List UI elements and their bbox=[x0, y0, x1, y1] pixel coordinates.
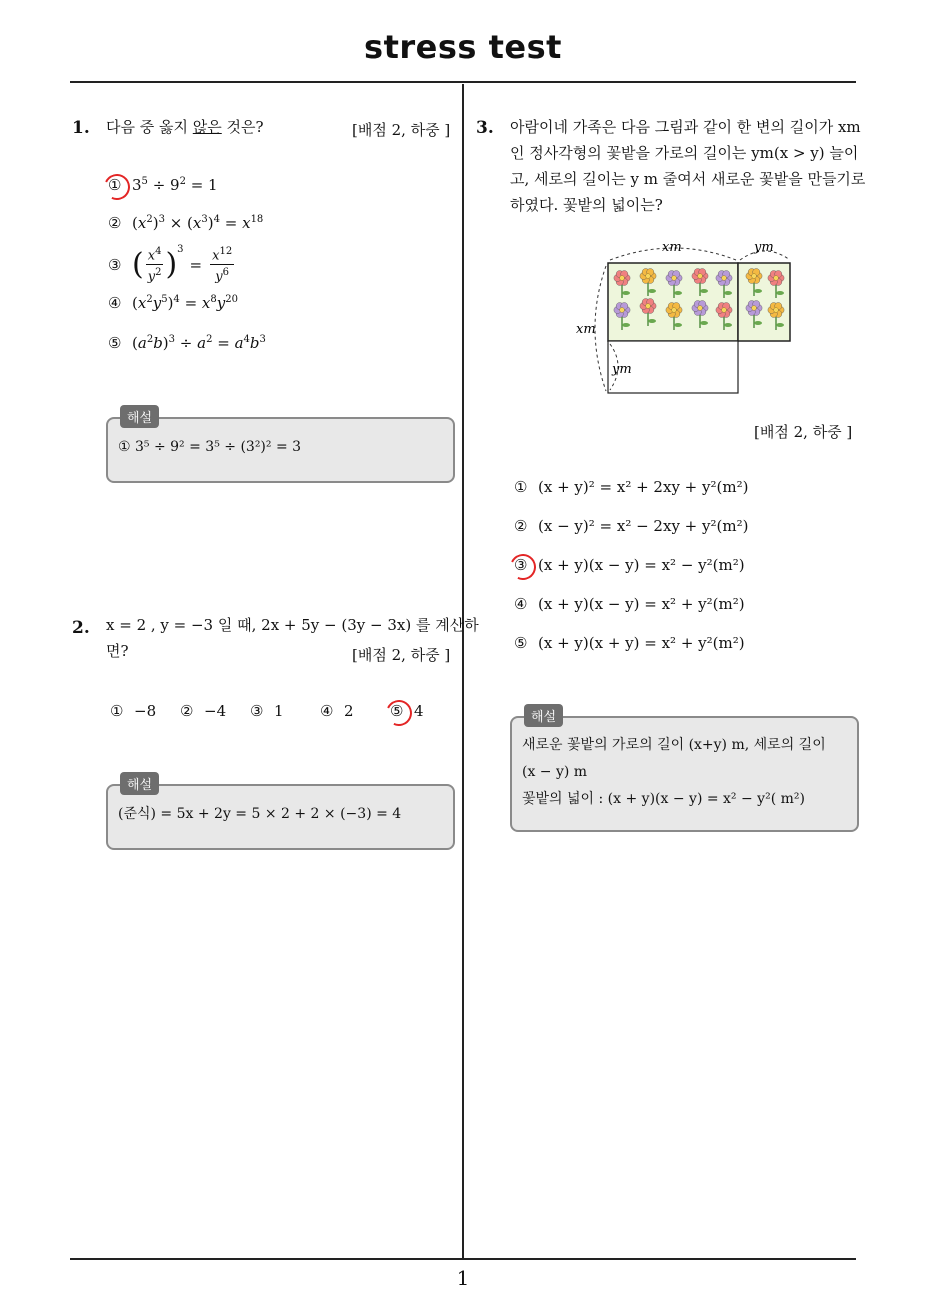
q2-number: 2. bbox=[72, 618, 90, 638]
q1-explanation-tag: 해설 bbox=[120, 405, 159, 428]
q3-explanation-tag: 해설 bbox=[524, 704, 563, 727]
q2-explanation-text: (준식) = 5x + 2y = 5 × 2 + 2 × (−3) = 4 bbox=[118, 806, 402, 822]
q2-score: [배점 2, 하중 ] bbox=[352, 646, 451, 664]
q2-stem-line-1: x = 2 , y = −3 일 때, 2x + 5y − (3y − 3x) 를 계산하 bbox=[106, 616, 479, 634]
q1-number: 1. bbox=[72, 118, 90, 138]
q1-score: [배점 2, 하중 ] bbox=[352, 121, 451, 139]
q2-choice-2[interactable]: ② −4 bbox=[180, 702, 227, 720]
q3-score: [배점 2, 하중 ] bbox=[754, 423, 853, 441]
q1-stem: 다음 중 옳지 않은 것은? bbox=[106, 118, 264, 136]
q3-stem-line-1: 아람이네 가족은 다음 그림과 같이 한 변의 길이가 xm bbox=[510, 118, 861, 136]
q3-explanation-line-1: 새로운 꽃밭의 가로의 길이 (x+y) m, 세로의 길이 bbox=[522, 737, 826, 753]
q1-choice-2[interactable]: ② $(x^2)^3 \times (x^3)^4 = x^{18}$ bbox=[108, 214, 264, 232]
q1-choice-4[interactable]: ④ $(x^2y^5)^4 = x^8y^{20}$ bbox=[108, 294, 238, 312]
footer-divider bbox=[70, 1258, 856, 1260]
page-title: stress test bbox=[364, 28, 562, 66]
q2-choice-3[interactable]: ③ 1 bbox=[250, 702, 284, 720]
q3-number: 3. bbox=[476, 118, 494, 138]
q2-stem-line-2: 면? bbox=[106, 642, 129, 660]
column-divider bbox=[462, 84, 464, 1258]
left-x-arc bbox=[595, 266, 606, 391]
q3-explanation-line-3: 꽃밭의 넓이 : (x + y)(x − y) = x² − y²( m²) bbox=[522, 791, 805, 807]
header-divider bbox=[70, 81, 856, 83]
q2-explanation-tag: 해설 bbox=[120, 772, 159, 795]
q1-explanation-text: ① 3⁵ ÷ 9² = 3⁵ ÷ (3²)² = 3 bbox=[118, 439, 302, 455]
label-left-y: ym bbox=[612, 362, 632, 377]
q3-choice-4[interactable]: ④ (x + y)(x − y) = x² + y²(m²) bbox=[514, 595, 745, 613]
q1-choice-5[interactable]: ⑤ $(a^2b)^3 \div a^2 = a^4b^3$ bbox=[108, 334, 266, 352]
q2-choice-5[interactable]: ⑤ 4 bbox=[390, 702, 424, 720]
q3-choice-2[interactable]: ② (x − y)² = x² − 2xy + y²(m²) bbox=[514, 517, 749, 535]
q3-choice-5[interactable]: ⑤ (x + y)(x + y) = x² + y²(m²) bbox=[514, 634, 745, 652]
q3-choice-1[interactable]: ① (x + y)² = x² + 2xy + y²(m²) bbox=[514, 478, 749, 496]
flower-garden-figure bbox=[570, 236, 800, 398]
page-number: 1 bbox=[456, 1266, 470, 1290]
label-left-x: xm bbox=[576, 322, 596, 337]
q1-choice-3[interactable]: ③ ( $\frac{x^4}{y^2}$ ) $^3$ = $\frac{x^{12}}{y^6}$ bbox=[108, 244, 233, 285]
q3-stem-line-3: 고, 세로의 길이는 y m 줄여서 새로운 꽃밭을 만들기로 bbox=[510, 170, 866, 188]
q1-choice-1[interactable]: ① $3^5 \div 9^2 = 1$ bbox=[108, 176, 218, 194]
q3-choice-3[interactable]: ③ (x + y)(x − y) = x² − y²(m²) bbox=[514, 556, 745, 574]
q2-choice-1[interactable]: ① −8 bbox=[110, 702, 157, 720]
label-top-y: ym bbox=[754, 240, 774, 255]
q3-stem-line-2: 인 정사각형의 꽃밭을 가로의 길이는 ym(x > y) 늘이 bbox=[510, 144, 859, 162]
label-top-x: xm bbox=[662, 240, 682, 255]
q3-explanation-line-2: (x − y) m bbox=[522, 764, 588, 780]
q2-choice-4[interactable]: ④ 2 bbox=[320, 702, 354, 720]
q3-stem-line-4: 하였다. 꽃밭의 넓이는? bbox=[510, 196, 663, 214]
